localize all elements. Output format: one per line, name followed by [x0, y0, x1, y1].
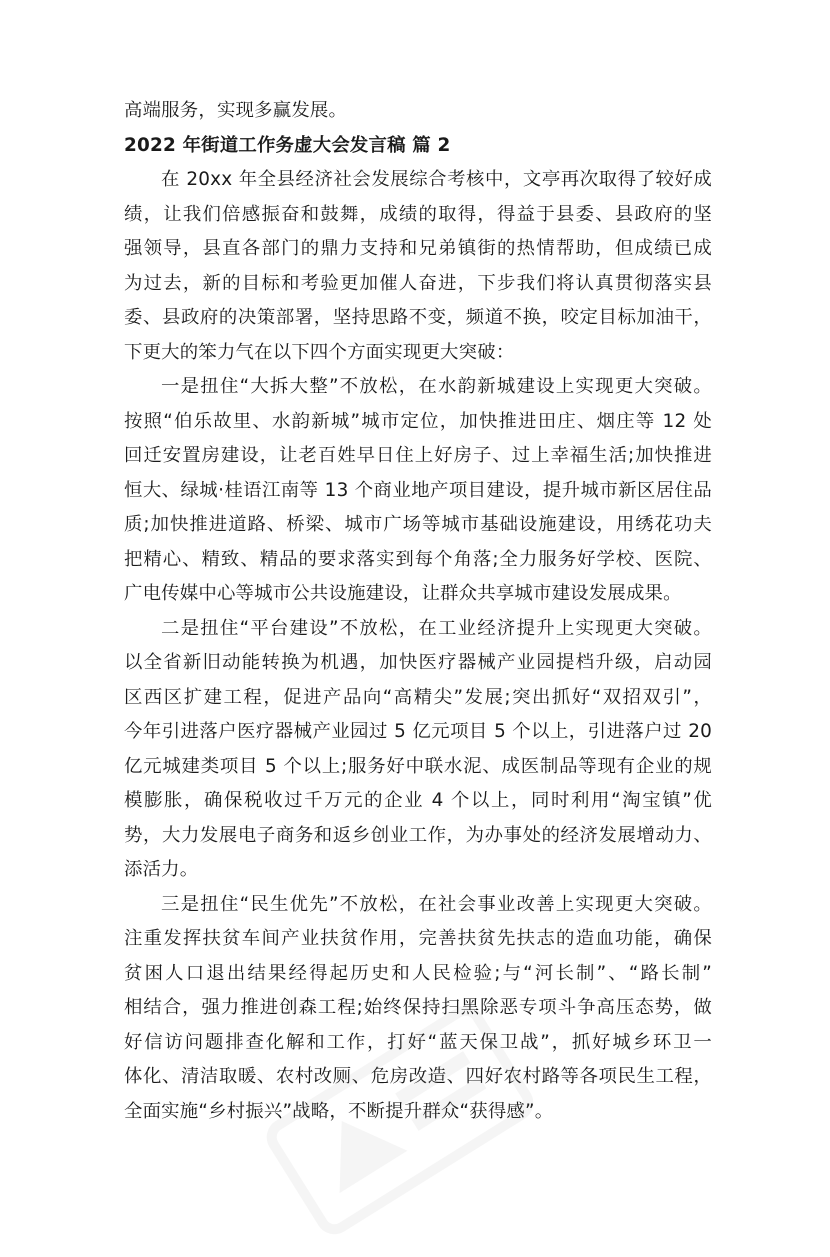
text-line: 绩，让我们倍感振奋和鼓舞，成绩的取得，得益于县委、县政府的坚: [124, 203, 712, 225]
text-line: 回迁安置房建设，让老百姓早日住上好房子、过上幸福生活;加快推进: [124, 445, 712, 466]
text-line: 势，大力发展电子商务和返乡创业工作，为办事处的经济发展增动力、: [124, 824, 712, 846]
text-line: 委、县政府的决策部署，坚持思路不变，频道不换，咬定目标加油干，: [124, 307, 712, 328]
text-line: 一是扭住“大拆大整”不放松，在水韵新城建设上实现更大突破。: [161, 376, 712, 397]
text-line: 添活力。: [124, 859, 199, 880]
text-line: 体化、清洁取暖、农村改厕、危房改造、四好农村路等各项民生工程，: [124, 1066, 712, 1087]
text-line: 今年引进落户医疗器械产业园过 5 亿元项目 5 个以上，引进落户过 20: [124, 721, 712, 742]
text-line: 强领导，县直各部门的鼎力支持和兄弟镇街的热情帮助，但成绩已成: [124, 238, 712, 259]
text-line: 亿元城建类项目 5 个以上;服务好中联水泥、成医制品等现有企业的规: [124, 755, 712, 777]
text-line: 按照“伯乐故里、水韵新城”城市定位，加快推进田庄、烟庄等 12 处: [124, 410, 712, 432]
text-line: 高端服务，实现多赢发展。: [124, 100, 348, 121]
text-line: 恒大、绿城·桂语江南等 13 个商业地产项目建设，提升城市新区居住品: [124, 479, 712, 501]
text-line: 好信访问题排查化解和工作，打好“蓝天保卫战”，抓好城乡环卫一: [124, 1031, 712, 1053]
text-line: 质;加快推进道路、桥梁、城市广场等城市基础设施建设，用绣花功夫: [124, 514, 712, 535]
document-body: [124, 94, 712, 1129]
text-line: 区西区扩建工程，促进产品向“高精尖”发展;突出抓好“双招双引”，: [124, 686, 712, 708]
text-line: 模膨胀，确保税收过千万元的企业 4 个以上，同时利用“淘宝镇”优: [124, 790, 712, 811]
text-line: 贫困人口退出结果经得起历史和人民检验;与“河长制”、“路长制”: [124, 962, 712, 984]
text-line: 全面实施“乡村振兴”战略，不断提升群众“获得感”。: [124, 1100, 554, 1122]
text-line: 注重发挥扶贫车间产业扶贫作用，完善扶贫先扶志的造血功能，确保: [124, 928, 712, 949]
text-line: 相结合，强力推进创森工程;始终保持扫黑除恶专项斗争高压态势，做: [124, 997, 712, 1018]
section-heading: 2022 年街道工作务虚大会发言稿 篇 2: [124, 134, 451, 156]
text-line: 下更大的笨力气在以下四个方面实现更大突破：: [124, 341, 515, 363]
text-line: 为过去，新的目标和考验更加催人奋进，下步我们将认真贯彻落实县: [124, 272, 712, 294]
text-line: 在 20xx 年全县经济社会发展综合考核中，文亭再次取得了较好成: [161, 169, 712, 190]
text-line: 把精心、精致、精品的要求落实到每个角落;全力服务好学校、医院、: [124, 548, 712, 570]
text-line: 三是扭住“民生优先”不放松，在社会事业改善上实现更大突破。: [161, 893, 712, 915]
text-line: 广电传媒中心等城市公共设施建设，让群众共享城市建设发展成果。: [124, 583, 682, 604]
text-line: 二是扭住“平台建设”不放松，在工业经济提升上实现更大突破。: [161, 617, 712, 639]
text-line: 以全省新旧动能转换为机遇，加快医疗器械产业园提档升级，启动园: [124, 652, 712, 673]
